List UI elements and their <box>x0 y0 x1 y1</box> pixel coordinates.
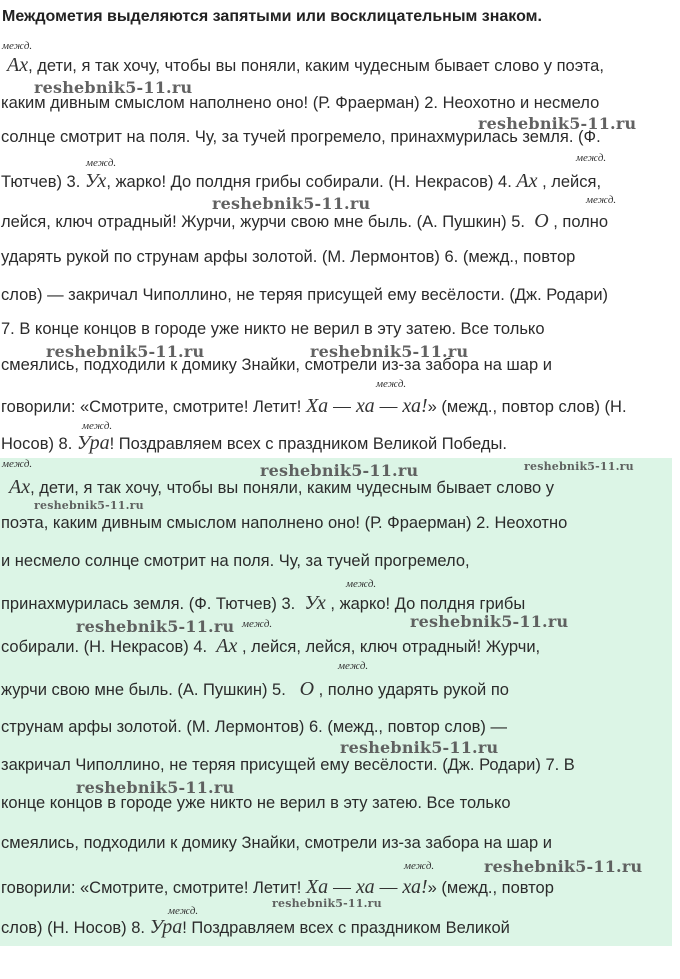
watermark: reshebnik5-11.ru <box>34 499 144 512</box>
interjection-tag: межд. <box>168 905 199 917</box>
interjection-tag: межд. <box>346 578 377 590</box>
text-line: смеялись, подходили к домику Знайки, смотрели из-за забора на шар и <box>1 356 552 374</box>
interjection-tag: межд. <box>576 152 607 164</box>
text-line: поэта, каким дивным смыслом наполнено оно! (Р. Фраерман) 2. Неохотно <box>1 514 568 532</box>
text-line: Тютчев) 3. Ух, жарко! До полдня грибы собирали. (Н. Некрасов) 4. Ах , лейся, <box>1 170 602 192</box>
text-line: принахмурилась земля. (Ф. Тютчев) 3. Ух , жарко! До полдня грибы <box>1 592 526 614</box>
watermark: reshebnik5-11.ru <box>212 194 371 213</box>
text-line: закричал Чиполлино, не теряя присущей ему весёлости. (Дж. Родари) 7. В <box>1 756 575 774</box>
interjection-tag: межд. <box>586 194 617 206</box>
text-line: 7. В конце концов в городе уже никто не верил в эту затею. Все только <box>1 320 545 338</box>
text-line: говорили: «Смотрите, смотрите! Летит! Ха — ха — ха!» (межд., повтор слов) (Н. <box>1 395 627 417</box>
interjection: Ух <box>84 170 107 192</box>
watermark: reshebnik5-11.ru <box>524 460 634 473</box>
text-line: лейся, ключ отрадный! Журчи, журчи свою мне быль. (А. Пушкин) 5. О , полно <box>1 210 609 232</box>
text-line: и несмело солнце смотрит на поля. Чу, за тучей прогремело, <box>1 552 470 570</box>
watermark: reshebnik5-11.ru <box>76 778 235 797</box>
watermark: reshebnik5-11.ru <box>484 857 643 876</box>
watermark: reshebnik5-11.ru <box>478 114 637 133</box>
watermark: reshebnik5-11.ru <box>272 897 382 910</box>
interjection-tag: межд. <box>2 40 33 52</box>
text-line: каким дивным смыслом наполнено оно! (Р. Фраерман) 2. Неохотно и несмело <box>1 94 600 112</box>
text-line: конце концов в городе уже никто не верил в эту затею. Все только <box>1 794 511 812</box>
page-title: Междометия выделяются запятыми или восклицательным знаком. <box>2 8 542 25</box>
text-line: ударять рукой по струнам арфы золотой. (М. Лермонтов) 6. (межд., повтор <box>1 248 576 266</box>
interjection: Ах <box>516 170 538 192</box>
text-line: журчи свою мне быль. (А. Пушкин) 5. О , полно ударять рукой по <box>1 678 509 700</box>
interjection: Ура <box>76 432 110 454</box>
interjection: Ха — ха — ха! <box>305 395 428 417</box>
watermark: reshebnik5-11.ru <box>34 78 193 97</box>
text-line: струнам арфы золотой. (М. Лермонтов) 6. (межд., повтор слов) — <box>1 718 508 736</box>
text-line: Ах, дети, я так хочу, чтобы вы поняли, каким чудесным бывает слово у <box>9 476 555 498</box>
text-line: солнце смотрит на поля. Чу, за тучей прогремело, принахмурилась земля. (Ф. <box>1 128 601 146</box>
text-line: смеялись, подходили к домику Знайки, смотрели из-за забора на шар и <box>1 834 552 852</box>
watermark: reshebnik5-11.ru <box>260 461 419 480</box>
interjection-tag: межд. <box>82 420 113 432</box>
watermark: reshebnik5-11.ru <box>340 738 499 757</box>
text-line: слов) (Н. Носов) 8. Ура! Поздравляем всех с праздником Великой <box>1 916 510 938</box>
interjection: О <box>299 678 315 700</box>
interjection: Ура <box>149 916 183 938</box>
interjection-tag: межд. <box>404 860 435 872</box>
watermark: reshebnik5-11.ru <box>410 612 569 631</box>
watermark: reshebnik5-11.ru <box>46 342 205 361</box>
interjection-tag: межд. <box>242 618 273 630</box>
interjection: Ах <box>9 476 31 498</box>
interjection-tag: межд. <box>376 378 407 390</box>
interjection-tag: межд. <box>86 157 117 169</box>
interjection: Ха — ха — ха! <box>305 876 428 898</box>
text-line: собирали. (Н. Некрасов) 4. Ах , лейся, лейся, ключ отрадный! Журчи, <box>1 635 541 657</box>
interjection: Ах <box>216 635 238 657</box>
watermark: reshebnik5-11.ru <box>76 617 235 636</box>
interjection: Ах <box>7 54 29 76</box>
interjection-tag: межд. <box>338 660 369 672</box>
text-line: слов) — закричал Чиполлино, не теряя присущей ему весёлости. (Дж. Родари) <box>1 286 609 304</box>
text-line: Носов) 8. Ура! Поздравляем всех с праздником Великой Победы. <box>1 432 507 454</box>
interjection: О <box>534 210 549 232</box>
interjection-tag: межд. <box>2 458 33 470</box>
interjection: Ух <box>304 592 326 614</box>
text-line: Ах, дети, я так хочу, чтобы вы поняли, каким чудесным бывает слово у поэта, <box>7 54 604 76</box>
text-line: говорили: «Смотрите, смотрите! Летит! Ха — ха — ха!» (межд., повтор <box>1 876 554 898</box>
watermark: reshebnik5-11.ru <box>310 342 469 361</box>
